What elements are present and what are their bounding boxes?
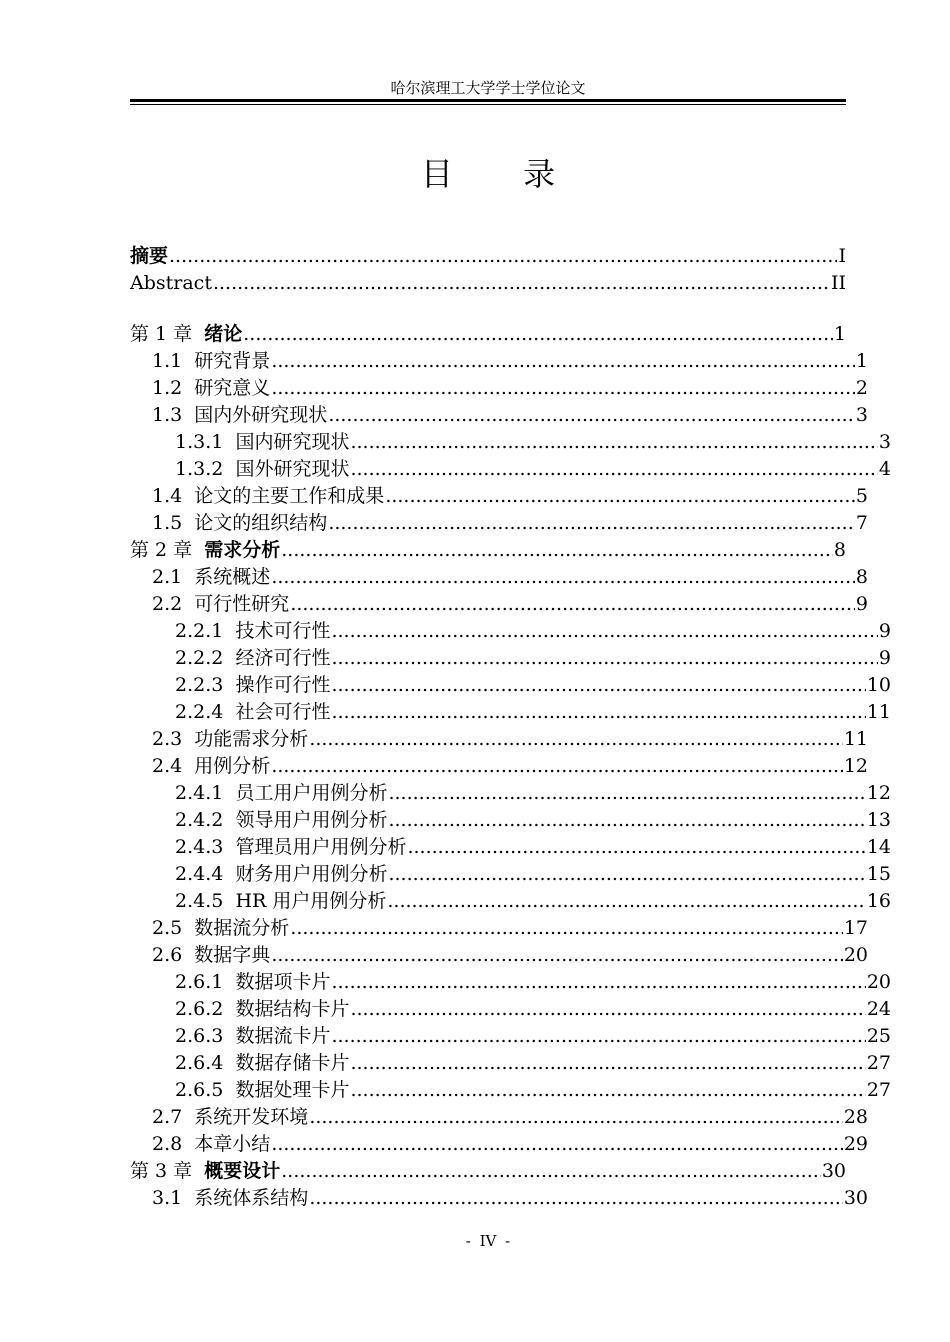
toc-entry-label: 可行性研究 bbox=[194, 593, 290, 615]
toc-entry-page: 29 bbox=[843, 1133, 868, 1155]
toc-entry-number: 1.5 bbox=[152, 512, 195, 534]
toc-leader-dots bbox=[271, 755, 843, 777]
toc-entry-page: 15 bbox=[866, 863, 891, 885]
toc-entry-page: 27 bbox=[866, 1079, 891, 1101]
toc-entry-number: 2.4.1 bbox=[175, 782, 236, 804]
toc-entry-number: 2.4.4 bbox=[175, 863, 236, 885]
toc-entry-page: 8 bbox=[833, 539, 846, 561]
toc-entry-page: 30 bbox=[843, 1187, 868, 1209]
toc-leader-dots bbox=[388, 782, 865, 804]
toc-entry-page: 9 bbox=[878, 647, 891, 669]
toc-entry[interactable] bbox=[130, 858, 891, 885]
toc-leader-dots bbox=[331, 1025, 865, 1047]
toc-entry-number: 2.6 bbox=[152, 944, 195, 966]
toc-entry-label: 国内研究现状 bbox=[235, 431, 350, 453]
toc-entry-page: 24 bbox=[866, 998, 891, 1020]
toc-entry-label: 员工用户用例分析 bbox=[235, 782, 388, 804]
toc-leader-dots bbox=[331, 647, 877, 669]
toc-entry-number: 2.6.5 bbox=[175, 1079, 236, 1101]
toc-entry-label: 本章小结 bbox=[194, 1133, 271, 1155]
toc-entry-number: 1.2 bbox=[152, 377, 195, 399]
toc-entry-label: 用例分析 bbox=[194, 755, 271, 777]
toc-leader-dots bbox=[290, 593, 855, 615]
toc-entry-page: 17 bbox=[843, 917, 868, 939]
toc-leader-dots bbox=[350, 458, 877, 480]
toc-leader-dots bbox=[328, 512, 855, 534]
toc-entry-label: 论文的主要工作和成果 bbox=[194, 485, 385, 507]
toc-entry-number: 2.2.3 bbox=[175, 674, 236, 696]
toc-leader-dots bbox=[281, 1160, 821, 1182]
toc-leader-dots bbox=[407, 836, 865, 858]
toc-leader-dots bbox=[271, 1133, 843, 1155]
toc-leader-dots bbox=[309, 1106, 843, 1128]
toc-entry[interactable] bbox=[130, 831, 891, 858]
toc-entry[interactable] bbox=[130, 534, 846, 561]
toc-entry-number: 2.5 bbox=[152, 917, 195, 939]
toc-entry[interactable] bbox=[130, 426, 891, 453]
toc-leader-dots bbox=[271, 350, 855, 372]
toc-entry-label: 功能需求分析 bbox=[194, 728, 309, 750]
toc-entry[interactable] bbox=[130, 696, 891, 723]
toc-entry-number: 第 3 章 bbox=[130, 1160, 205, 1182]
toc-entry-number: 2.3 bbox=[152, 728, 195, 750]
toc-entry[interactable] bbox=[130, 804, 891, 831]
toc-entry-number: 2.2.4 bbox=[175, 701, 236, 723]
toc-entry[interactable] bbox=[130, 1128, 868, 1155]
toc-entry-number: 2.6.3 bbox=[175, 1025, 236, 1047]
toc-entry-page: 20 bbox=[843, 944, 868, 966]
toc-leader-dots bbox=[388, 809, 865, 831]
toc-entry[interactable] bbox=[130, 1182, 868, 1209]
toc-entry-page: 3 bbox=[878, 431, 891, 453]
toc-entry[interactable] bbox=[130, 966, 891, 993]
toc-entry[interactable] bbox=[130, 750, 868, 777]
toc-entry[interactable] bbox=[130, 885, 891, 912]
toc-entry-number: 2.4 bbox=[152, 755, 195, 777]
toc-entry-label: 技术可行性 bbox=[235, 620, 331, 642]
toc-entry-page: 1 bbox=[855, 350, 868, 372]
toc-entry-label: 系统体系结构 bbox=[194, 1187, 309, 1209]
toc-entry-number: 3.1 bbox=[152, 1187, 195, 1209]
toc-entry-label: 财务用户用例分析 bbox=[235, 863, 388, 885]
toc-entry[interactable] bbox=[130, 939, 868, 966]
toc-entry-page: 10 bbox=[866, 674, 891, 696]
toc-entry-label: 社会可行性 bbox=[235, 701, 331, 723]
toc-leader-dots bbox=[388, 863, 865, 885]
toc-entry-label: Abstract bbox=[130, 272, 212, 294]
toc-entry-number: 2.2.2 bbox=[175, 647, 236, 669]
toc-entry-label: 国内外研究现状 bbox=[194, 404, 328, 426]
toc-entry-label: 管理员用户用例分析 bbox=[235, 836, 407, 858]
toc-leader-dots bbox=[290, 917, 843, 939]
toc-entry-label: 数据流卡片 bbox=[235, 1025, 331, 1047]
toc-entry-label: 研究意义 bbox=[194, 377, 271, 399]
toc-leader-dots bbox=[350, 431, 877, 453]
toc-entry[interactable] bbox=[130, 777, 891, 804]
toc-entry-number: 2.4.2 bbox=[175, 809, 236, 831]
toc-entry-number: 2.8 bbox=[152, 1133, 195, 1155]
toc-entry-page: 11 bbox=[866, 701, 891, 723]
page-title: 目 录 bbox=[420, 155, 586, 193]
toc-entry-label: 系统开发环境 bbox=[194, 1106, 309, 1128]
toc-leader-dots bbox=[385, 485, 855, 507]
running-header: 哈尔滨理工大学学士学位论文 bbox=[390, 79, 586, 97]
toc-entry-label: 数据字典 bbox=[194, 944, 271, 966]
toc-entry-number: 2.6.2 bbox=[175, 998, 236, 1020]
toc-entry[interactable] bbox=[130, 1074, 891, 1101]
toc-entry[interactable] bbox=[130, 480, 868, 507]
toc-entry-page: 20 bbox=[866, 971, 891, 993]
toc-entry-number: 2.4.3 bbox=[175, 836, 236, 858]
toc-entry-page: 16 bbox=[866, 890, 891, 912]
toc-entry-label: 绪论 bbox=[204, 323, 243, 345]
toc-entry[interactable] bbox=[130, 1101, 868, 1128]
toc-entry-page: 4 bbox=[878, 458, 891, 480]
toc-entry-page: 25 bbox=[866, 1025, 891, 1047]
toc-leader-dots bbox=[271, 566, 855, 588]
toc-entry[interactable] bbox=[130, 1047, 891, 1074]
toc-leader-dots bbox=[331, 620, 877, 642]
toc-entry-number: 1.1 bbox=[152, 350, 195, 372]
toc-entry-page: 9 bbox=[855, 593, 868, 615]
toc-entry[interactable] bbox=[130, 993, 891, 1020]
toc-entry-label: HR 用户用例分析 bbox=[235, 890, 387, 912]
toc-leader-dots bbox=[281, 539, 833, 561]
toc-entry[interactable] bbox=[130, 1155, 846, 1182]
toc-entry-number: 2.2.1 bbox=[175, 620, 236, 642]
toc-entry[interactable] bbox=[130, 267, 846, 294]
toc-entry-number: 2.4.5 bbox=[175, 890, 236, 912]
toc-entry-label: 数据存储卡片 bbox=[235, 1052, 350, 1074]
toc-entry-number: 第 1 章 bbox=[130, 323, 205, 345]
page-number: - IV - bbox=[465, 1232, 511, 1250]
toc-entry-number: 2.6.4 bbox=[175, 1052, 236, 1074]
toc-entry-page: II bbox=[830, 272, 846, 294]
toc-entry-page: 2 bbox=[855, 377, 868, 399]
toc-entry-number: 1.3.2 bbox=[175, 458, 236, 480]
toc-entry-page: 12 bbox=[843, 755, 868, 777]
toc-entry-label: 数据流分析 bbox=[194, 917, 290, 939]
toc-entry[interactable] bbox=[130, 642, 891, 669]
toc-entry[interactable] bbox=[130, 615, 891, 642]
toc-entry-label: 摘要 bbox=[130, 245, 169, 267]
toc-leader-dots bbox=[243, 323, 833, 345]
toc-entry-page: 7 bbox=[855, 512, 868, 534]
toc-leader-dots bbox=[331, 971, 865, 993]
toc-entry[interactable] bbox=[130, 723, 868, 750]
toc-entry-label: 数据结构卡片 bbox=[235, 998, 350, 1020]
toc-entry-label: 数据处理卡片 bbox=[235, 1079, 350, 1101]
toc-entry-label: 经济可行性 bbox=[235, 647, 331, 669]
toc-entry[interactable] bbox=[130, 669, 891, 696]
toc-entry-page: I bbox=[838, 245, 846, 267]
toc-entry-number: 1.3 bbox=[152, 404, 195, 426]
toc-entry[interactable] bbox=[130, 588, 868, 615]
toc-entry-page: 28 bbox=[843, 1106, 868, 1128]
toc-leader-dots bbox=[169, 245, 837, 267]
toc-leader-dots bbox=[271, 377, 855, 399]
toc-entry-number: 2.1 bbox=[152, 566, 195, 588]
toc-entry[interactable] bbox=[130, 1020, 891, 1047]
toc-entry[interactable] bbox=[130, 561, 868, 588]
toc-entry-number: 1.4 bbox=[152, 485, 195, 507]
toc-entry[interactable] bbox=[130, 912, 868, 939]
toc-entry-page: 12 bbox=[866, 782, 891, 804]
toc-entry-page: 1 bbox=[833, 323, 846, 345]
toc-entry-label: 论文的组织结构 bbox=[194, 512, 328, 534]
toc-entry-page: 27 bbox=[866, 1052, 891, 1074]
toc-leader-dots bbox=[350, 1079, 865, 1101]
toc-entry-page: 13 bbox=[866, 809, 891, 831]
toc-leader-dots bbox=[387, 890, 865, 912]
toc-entry[interactable] bbox=[130, 453, 891, 480]
toc-entry-number: 2.2 bbox=[152, 593, 195, 615]
toc-entry-page: 30 bbox=[821, 1160, 846, 1182]
toc-entry-label: 数据项卡片 bbox=[235, 971, 331, 993]
toc-entry[interactable] bbox=[130, 399, 868, 426]
toc-entry-label: 概要设计 bbox=[204, 1160, 281, 1182]
toc-entry-page: 11 bbox=[843, 728, 868, 750]
toc-leader-dots bbox=[331, 701, 865, 723]
toc-leader-dots bbox=[309, 1187, 843, 1209]
toc-entry-page: 9 bbox=[878, 620, 891, 642]
toc-entry-number: 1.3.1 bbox=[175, 431, 236, 453]
toc-entry-label: 国外研究现状 bbox=[235, 458, 350, 480]
toc-entry[interactable] bbox=[130, 240, 846, 267]
header-rule-thick bbox=[130, 99, 846, 102]
toc-entry-number: 2.6.1 bbox=[175, 971, 236, 993]
toc-leader-dots bbox=[331, 674, 865, 696]
toc-entry-label: 系统概述 bbox=[194, 566, 271, 588]
header-rule-thin bbox=[130, 104, 846, 105]
toc-entry-label: 研究背景 bbox=[194, 350, 271, 372]
toc-entry-page: 14 bbox=[866, 836, 891, 858]
toc-entry-page: 8 bbox=[855, 566, 868, 588]
toc-entry[interactable] bbox=[130, 345, 868, 372]
toc-entry-number: 2.7 bbox=[152, 1106, 195, 1128]
toc-entry-page: 3 bbox=[855, 404, 868, 426]
toc-leader-dots bbox=[350, 1052, 865, 1074]
toc-entry-label: 领导用户用例分析 bbox=[235, 809, 388, 831]
toc-entry-page: 5 bbox=[855, 485, 868, 507]
toc-leader-dots bbox=[328, 404, 855, 426]
toc-entry-number: 第 2 章 bbox=[130, 539, 205, 561]
toc-entry-label: 需求分析 bbox=[204, 539, 281, 561]
toc-entry[interactable] bbox=[130, 507, 868, 534]
toc-leader-dots bbox=[350, 998, 865, 1020]
toc-leader-dots bbox=[271, 944, 843, 966]
toc-entry-label: 操作可行性 bbox=[235, 674, 331, 696]
toc-leader-dots bbox=[213, 272, 830, 294]
toc-entry[interactable] bbox=[130, 372, 868, 399]
toc-entry[interactable] bbox=[130, 318, 846, 345]
toc-leader-dots bbox=[309, 728, 843, 750]
